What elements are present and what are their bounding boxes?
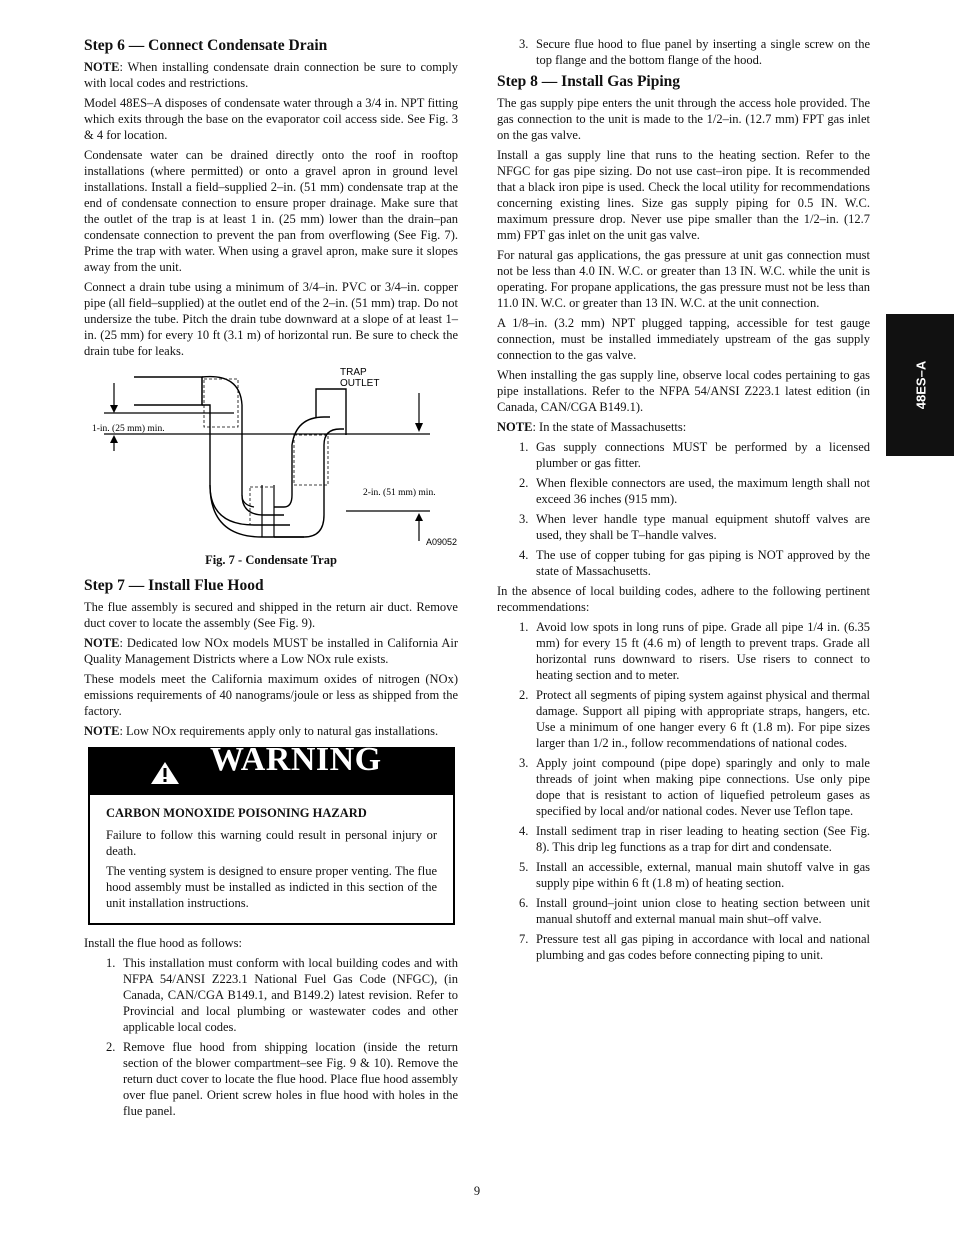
warning-title: WARNING	[210, 741, 382, 778]
side-tab-label: 48ES–A	[913, 360, 928, 410]
list-text: Gas supply connections MUST be performed by a licensed plumber or gas fitter.	[536, 440, 870, 470]
page-number: 9	[473, 1184, 481, 1198]
list-number: 5.	[519, 860, 529, 874]
step8-para5: When installing the gas supply line, observe local codes pertaining to gas pipe installations. Refer to the NFPA 54/ANSI Z223.1 latest edition (in Canada, CAN/CGA B149.1).	[497, 368, 870, 414]
note-text: : Dedicated low NOx models MUST be installed in California Air Quality Management Districts where a Low NOx rule exists.	[84, 636, 458, 666]
list-number: 6.	[519, 896, 529, 910]
list-text: Secure flue hood to flue panel by inserting a single screw on the top flange and the bottom flange of the hood.	[536, 37, 870, 67]
list-item	[84, 1039, 458, 1119]
list-item	[497, 36, 870, 68]
list-item	[497, 511, 870, 543]
list-item	[497, 823, 870, 855]
flue-intro: Install the flue hood as follows:	[84, 936, 242, 950]
note-text: : In the state of Massachusetts:	[532, 420, 687, 434]
step7-para2: These models meet the California maximum oxides of nitrogen (NOx) emissions requirements of 40 nanograms/joule or less as shipped from the factory.	[84, 672, 458, 718]
left-column	[84, 36, 458, 1123]
step6-heading: Step 6 — Connect Condensate Drain	[84, 37, 328, 54]
trap-outlet-label-2: OUTLET	[340, 378, 380, 389]
step8-para2: Install a gas supply line that runs to the heating section. Refer to the NFGC for gas pipe sizing. Do not use cast–iron pipe. It is recommended that a black iron pipe is used. Check the local utility for recommendations concerning existing lines. Size gas supply piping for 0.5 IN. W.C. maximum pressure drop. Never use pipe smaller than the 1/2–in. (12.7 mm) FPT gas inlet on the unit gas valve.	[497, 148, 870, 242]
flue-steps-list	[84, 955, 458, 1119]
list-text: When flexible connectors are used, the maximum length shall not exceed 36 inches (915 mm).	[536, 476, 870, 506]
list-number: 1.	[519, 620, 529, 634]
step6-para3: Connect a drain tube using a minimum of 3/4–in. PVC or 3/4–in. copper pipe (all field–supplied) at the outlet end of the 2–in. (51 mm) trap. Do not undersize the tube. Pitch the drain tube downward at a slope of at least 1–in. (25 mm) for every 10 ft (3.1 m) of horizontal run. Be sure to check the drain tube for leaks.	[84, 280, 458, 358]
step8-para1: The gas supply pipe enters the unit through the access hole provided. The gas connection to the unit is made to the 1/2–in. (12.7 mm) FPT gas inlet on the gas valve.	[497, 96, 870, 142]
note-text: : Low NOx requirements apply only to natural gas installations.	[119, 724, 439, 738]
list-text: Apply joint compound (pipe dope) sparingly and only to male threads of joint when making pipe connections. Use only pipe dope that is resistant to action of liquefied petroleum gases as specified by local and/or national codes. Never use Teflon tape.	[536, 756, 870, 818]
warning-text-1: Failure to follow this warning could result in personal injury or death.	[106, 828, 437, 858]
list-number: 1.	[106, 956, 116, 970]
condensate-trap-figure	[84, 365, 458, 550]
figure-code: A09052	[426, 537, 458, 547]
list-text: Protect all segments of piping system against physical and thermal damage. Support all piping with appropriate straps, hangers, etc. Use a minimum of one hanger every 6 ft (1.8 m). For pipe sizes larger than 1/2 in., follow recommendations of national codes.	[536, 688, 870, 750]
two-inch-label: 2-in. (51 mm) min.	[363, 488, 436, 498]
condensate-trap-diagram	[84, 365, 458, 550]
warning-box	[88, 741, 455, 925]
note-label: NOTE	[84, 60, 120, 74]
step7-heading: Step 7 — Install Flue Hood	[84, 577, 264, 594]
list-text: Avoid low spots in long runs of pipe. Grade all pipe 1/4 in. (6.35 mm) for every 15 ft (4.6 m) of length to prevent traps. Grade all horizontal runs downward to risers. Use risers to connect to heating section and to meter.	[536, 620, 870, 682]
list-item	[497, 895, 870, 927]
note-text: : When installing condensate drain connection be sure to comply with local codes and restrictions.	[84, 60, 458, 90]
step6-note	[84, 59, 458, 91]
list-number: 3.	[519, 37, 529, 51]
one-inch-label: 1-in. (25 mm) min.	[92, 424, 165, 434]
list-item	[497, 859, 870, 891]
recommendations-list	[497, 619, 870, 963]
trap-outlet-label-1: TRAP	[340, 367, 367, 378]
list-text: Install an accessible, external, manual main shutoff valve in gas supply pipe within 6 ft (1.8 m) of heating section.	[536, 860, 870, 890]
list-item	[497, 931, 870, 963]
list-text: When lever handle type manual equipment shutoff valves are used, they shall be T–handle valves.	[536, 512, 870, 542]
list-item	[497, 547, 870, 579]
list-text: Install sediment trap in riser leading to heating section (See Fig. 8). This drip leg functions as a trap for dirt and condensate.	[536, 824, 870, 854]
warning-triangle-icon	[150, 761, 180, 785]
warning-header	[90, 741, 453, 795]
list-number: 2.	[106, 1040, 116, 1054]
step8-para3: For natural gas applications, the gas pressure at unit gas connection must not be less than 4.0 IN. W.C. or greater than 13 IN. W.C. while the unit is operating. For propane applications, the gas pressure must not be less than 11.0 IN. W.C. or greater than 13 IN. W.C. at the unit connection.	[497, 248, 870, 310]
note-label: NOTE	[497, 420, 533, 434]
list-number: 1.	[519, 440, 529, 454]
step7-para1: The flue assembly is secured and shipped in the return air duct. Remove duct cover to locate the assembly (See Fig. 9).	[84, 600, 458, 630]
flue-steps-continued	[497, 36, 870, 68]
list-text: The use of copper tubing for gas piping is NOT approved by the state of Massachusetts.	[536, 548, 870, 578]
note-label: NOTE	[84, 724, 120, 738]
list-item	[497, 475, 870, 507]
figure7-caption: Fig. 7 - Condensate Trap	[205, 553, 337, 567]
list-item	[84, 955, 458, 1035]
list-number: 4.	[519, 548, 529, 562]
warning-body	[90, 795, 453, 923]
step8-note	[497, 419, 870, 435]
list-number: 7.	[519, 932, 529, 946]
list-number: 4.	[519, 824, 529, 838]
list-item	[497, 755, 870, 819]
list-number: 2.	[519, 688, 529, 702]
list-text: Remove flue hood from shipping location (inside the return section of the blower compartment–see Fig. 9 & 10). Remove the return duct cover to locate the flue hood. Place flue hood assembly over flue panel. Orient screw holes in flue hood with holes in the flue panel.	[123, 1040, 458, 1118]
list-item	[497, 687, 870, 751]
list-text: Pressure test all gas piping in accordance with local and national plumbing and gas codes before connecting piping to unit.	[536, 932, 870, 962]
list-item	[497, 619, 870, 683]
right-column	[497, 36, 870, 967]
hazard-title: CARBON MONOXIDE POISONING HAZARD	[106, 806, 367, 820]
list-item	[497, 439, 870, 471]
step8-absence: In the absence of local building codes, adhere to the following pertinent recommendations:	[497, 584, 870, 614]
step6-para2: Condensate water can be drained directly onto the roof in rooftop installations (where permitted) or onto a gravel apron in ground level installations. Install a field–supplied 2–in. (51 mm) condensate trap at the end of condensate connection to ensure proper drainage. Make sure that the outlet of the trap is at least 1 in. (25 mm) lower than the drain–pan condensate connection to prevent the pan from overflowing (See Fig. 7). Prime the trap with water. When using a gravel apron, make sure it slopes away from the unit.	[84, 148, 458, 274]
list-text: Install ground–joint union close to heating section between unit manual shutoff and external manual main shut–off valve.	[536, 896, 870, 926]
massachusetts-list	[497, 439, 870, 579]
list-number: 3.	[519, 756, 529, 770]
list-text: This installation must conform with local building codes and with NFPA 54/ANSI Z223.1 National Fuel Gas Code (NFGC), (in Canada, CAN/CGA B149.1, and B149.2) latest revision. Refer to Provincial and local plumbing or wastewater codes and other applicable local codes.	[123, 956, 458, 1034]
warning-text-2: The venting system is designed to ensure proper venting. The flue hood assembly must be installed as indicted in this section of the unit installation instructions.	[106, 864, 437, 910]
note-label: NOTE	[84, 636, 120, 650]
list-number: 3.	[519, 512, 529, 526]
step7-note1	[84, 635, 458, 667]
list-number: 2.	[519, 476, 529, 490]
step8-para4: A 1/8–in. (3.2 mm) NPT plugged tapping, accessible for test gauge connection, must be installed immediately upstream of the gas supply connection to the gas valve.	[497, 316, 870, 362]
model-side-tab	[886, 314, 954, 456]
step7-note2	[84, 723, 458, 739]
step8-heading: Step 8 — Install Gas Piping	[497, 73, 681, 90]
step6-para1: Model 48ES–A disposes of condensate water through a 3/4 in. NPT fitting which exits through the base on the evaporator coil access side. See Fig. 3 & 4 for location.	[84, 96, 458, 142]
